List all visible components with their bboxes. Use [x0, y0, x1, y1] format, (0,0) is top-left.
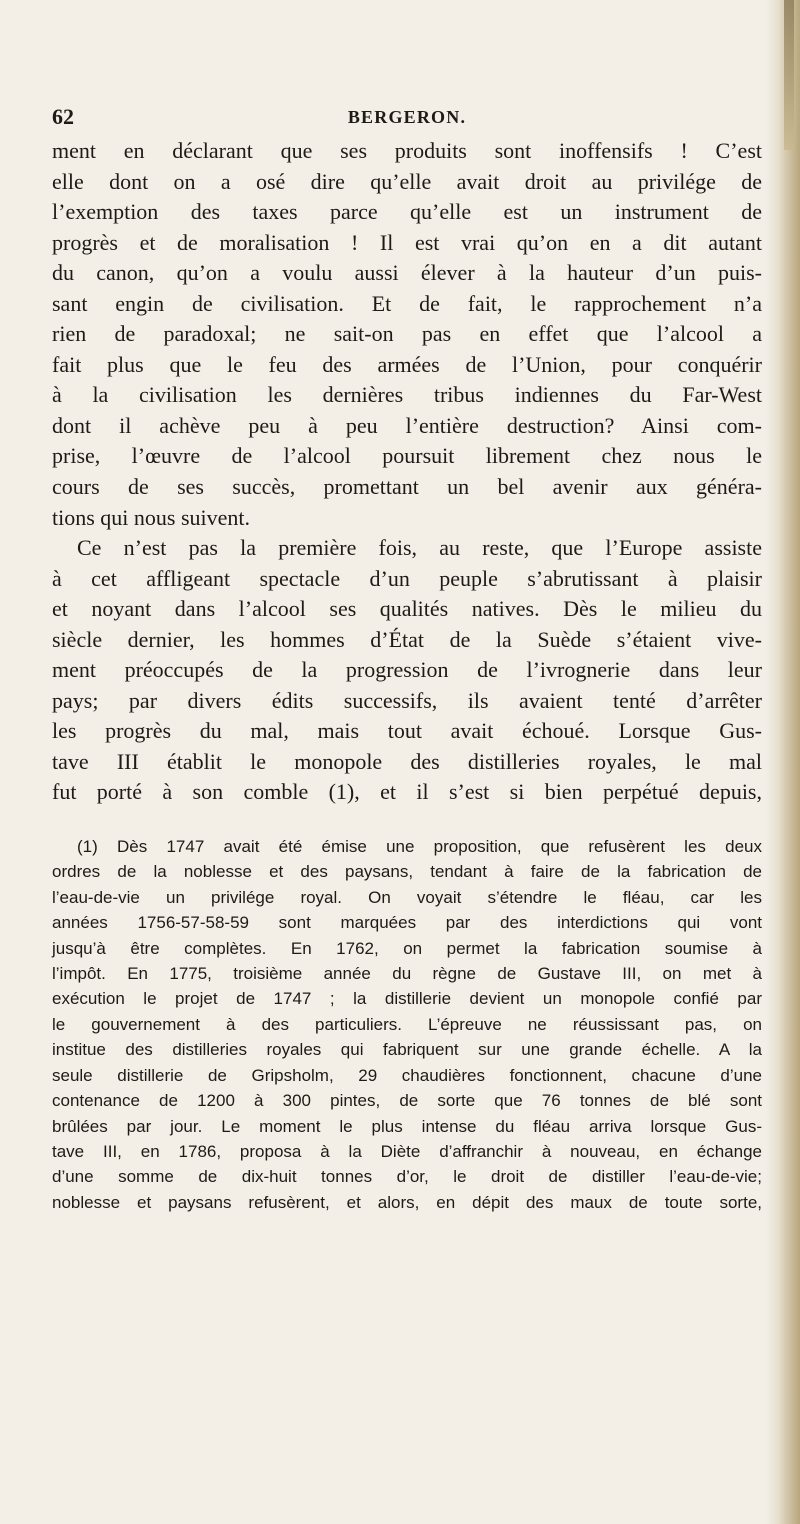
- page-number: 62: [52, 104, 74, 129]
- footnote-line: années 1756-57-58-59 sont marquées par des interdictions qui vont: [52, 913, 762, 933]
- body-line: prise, l’œuvre de l’alcool poursuit librement chez nous le: [52, 443, 762, 469]
- running-head-title: BERGERON.: [347, 107, 467, 127]
- body-line: à cet affligeant spectacle d’un peuple s’abrutissant à plaisir: [52, 565, 762, 591]
- footnote-line: contenance de 1200 à 300 pintes, de sorte que 76 tonnes de blé sont: [52, 1091, 762, 1111]
- footnote-line: d’une somme de dix-huit tonnes d’or, le droit de distiller l’eau-de-vie;: [52, 1167, 762, 1187]
- footnote-line: l’eau-de-vie un privilége royal. On voyait s’étendre le fléau, car les: [52, 887, 762, 907]
- footnote-line: le gouvernement à des particuliers. L’épreuve ne réussissant pas, on: [52, 1014, 762, 1034]
- footnote-line: exécution le projet de 1747 ; la distillerie devient un monopole confié par: [52, 989, 762, 1009]
- body-line: du canon, qu’on a voulu aussi élever à la hauteur d’un puis-: [52, 260, 762, 286]
- footnote-line: noblesse et paysans refusèrent, et alors, en dépit des maux de toute sorte,: [52, 1192, 762, 1212]
- body-line: fait plus que le feu des armées de l’Union, pour conquérir: [52, 351, 762, 377]
- book-page: [52, 104, 762, 1215]
- body-line: progrès et de moralisation ! Il est vrai qu’on en a dit autant: [52, 229, 762, 255]
- body-line: tions qui nous suivent.: [52, 504, 251, 530]
- footnote-line: jusqu’à être complètes. En 1762, on permet la fabrication soumise à: [52, 938, 762, 958]
- body-line: siècle dernier, les hommes d’État de la Suède s’étaient vive-: [52, 626, 762, 652]
- footnote-line: institue des distilleries royales qui fabriquent sur une grande échelle. A la: [52, 1040, 762, 1060]
- footnote-line: tave III, en 1786, proposa à la Diète d’affranchir à nouveau, en échange: [52, 1141, 762, 1161]
- body-line: cours de ses succès, promettant un bel avenir aux généra-: [52, 474, 762, 500]
- footnote-line: seule distillerie de Gripsholm, 29 chaudières fonctionnent, chacune d’une: [52, 1065, 762, 1085]
- body-line: les progrès du mal, mais tout avait échoué. Lorsque Gus-: [52, 718, 762, 744]
- body-line: ment préoccupés de la progression de l’ivrognerie dans leur: [52, 657, 762, 683]
- footnote: [52, 834, 762, 1215]
- body-line: Ce n’est pas la première fois, au reste, que l’Europe assiste: [77, 535, 762, 561]
- body-line: pays; par divers édits successifs, ils avaient tenté d’arrêter: [52, 687, 762, 713]
- body-line: ment en déclarant que ses produits sont inoffensifs ! C’est: [52, 138, 762, 163]
- body-line: l’exemption des taxes parce qu’elle est un instrument de: [52, 199, 762, 225]
- running-head: [52, 104, 762, 134]
- body-line: à la civilisation les dernières tribus indiennes du Far-West: [52, 382, 762, 408]
- footnote-line: ordres de la noblesse et des paysans, tendant à faire de la fabrication de: [52, 862, 762, 882]
- main-text: [52, 136, 762, 808]
- body-line: rien de paradoxal; ne sait-on pas en effet que l’alcool a: [52, 321, 762, 347]
- footnote-line: l’impôt. En 1775, troisième année du règne de Gustave III, on met à: [52, 964, 762, 984]
- footnote-line: (1) Dès 1747 avait été émise une proposition, que refusèrent les deux: [77, 837, 762, 857]
- body-line: sant engin de civilisation. Et de fait, le rapprochement n’a: [52, 290, 762, 316]
- body-line: dont il achève peu à peu l’entière destruction? Ainsi com-: [52, 412, 762, 438]
- footnote-line: brûlées par jour. Le moment le plus intense du fléau arriva lorsque Gus-: [52, 1116, 762, 1136]
- body-line: tave III établit le monopole des distilleries royales, le mal: [52, 748, 762, 774]
- body-line: fut porté à son comble (1), et il s’est si bien perpétué depuis,: [52, 779, 762, 805]
- body-line: elle dont on a osé dire qu’elle avait droit au privilége de: [52, 168, 762, 194]
- body-line: et noyant dans l’alcool ses qualités natives. Dès le milieu du: [52, 596, 762, 622]
- page-edge-shadow: [766, 0, 800, 1524]
